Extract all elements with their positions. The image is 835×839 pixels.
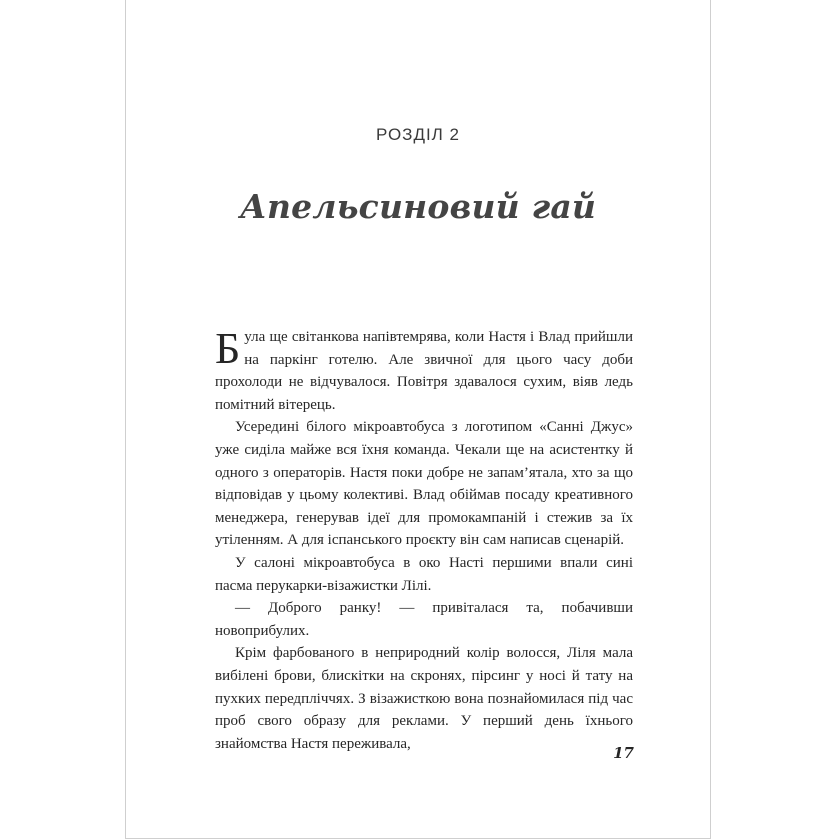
chapter-label: РОЗДІЛ 2 (375, 125, 461, 144)
paragraph: Усередині білого мікроавтобуса з логотипом «Санні Джус» уже сиділа майже вся їхня команда. Чекали ще на асистентку й одного з операторів. Настя поки добре не запам’ятала, хто за що відповідав у цьому колективі. Влад обіймав посаду креативного менеджера, генерував ідеї для промокампаній і стежив за їх утіленням. А для іспанського проєкту він сам написав сценарій. (215, 419, 633, 549)
paragraph: У салоні мікроавтобуса в око Насті першими впали сині пасма перукарки-візажистки Лілі. (215, 554, 633, 594)
drop-cap: Б (215, 324, 241, 373)
chapter-title: Апельсиновий гай (239, 187, 597, 226)
paragraph: — Доброго ранку! — привіталася та, побачивши новоприбулих. (215, 600, 633, 639)
body-text (215, 326, 633, 755)
paragraph (215, 326, 633, 416)
paragraph: Крім фарбованого в неприродний колір волосся, Ліля мала вибілені брови, блискітки на скронях, пірсинг у носі й тату на пухких передпліччях. З візажисткою вона познайомилася під час проб свого образу для реклами. У перший день їхнього знайомства Настя переживала, (215, 645, 633, 752)
page-number: 17 (613, 744, 634, 762)
paragraph-text: ула ще світанкова напівтемрява, коли Настя і Влад прийшли на паркінг готелю. Але звичної для цього часу доби прохолоди не відчувалося. Повітря здавалося сухим, віяв ледь помітний вітерець. (215, 329, 633, 413)
book-page (125, 0, 711, 839)
